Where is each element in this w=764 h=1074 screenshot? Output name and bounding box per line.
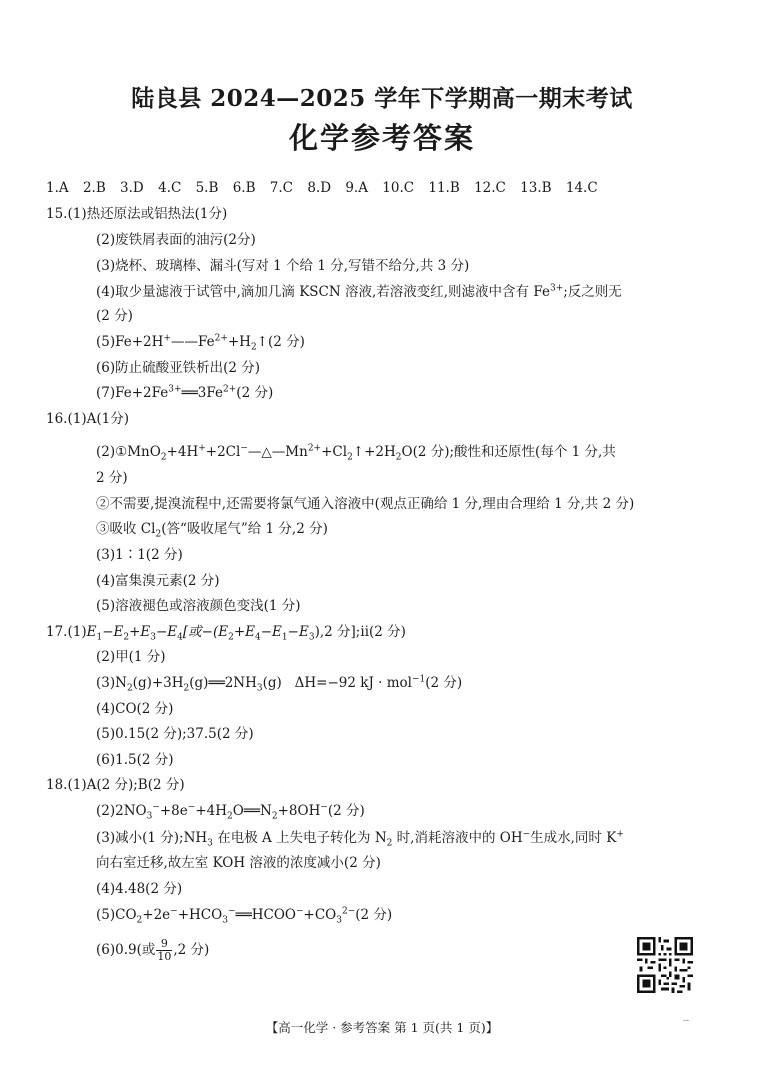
fraction: $\frac{9}{10}$ — [157, 937, 172, 963]
q15-part5-equation: $(5)Fe+2H^+——Fe^{2+}+H_2↑(2$ 分) — [96, 333, 305, 353]
q18-part2-equation: $(2)2NO_3^-+8e^-+4H_2O══N_2+8OH^-(2$ 分) — [96, 802, 365, 822]
mc-answer: 2.B — [82, 180, 106, 196]
q15-part2: (2)废铁屑表面的油污(2分) — [96, 232, 256, 248]
q18-part6: (6)0.9(或 $\frac{9}{10}$ ,2 分) — [96, 937, 210, 963]
q15-part6: (6)防止硫酸亚铁析出(2 分) — [96, 360, 261, 376]
q15-part1: 15.(1)热还原法或铝热法(1分) — [46, 206, 228, 222]
q15-part4-continued: (2 分) — [96, 308, 133, 324]
mc-answer: 3.D — [120, 180, 144, 196]
q17-part1: $17.(1)E_1-E_2+E_3-E_4$[或$-(E_2+E_4-E_1-E_3),2$ 分];ⅱ(2 分) — [46, 624, 406, 643]
q16-part2-continued: 2 分) — [96, 470, 128, 486]
exam-title: 陆良县 2024—2025 学年下学期高一期末考试 — [131, 85, 633, 112]
q15-part3: (3)烧杯、玻璃棒、漏斗(写对 1 个给 1 分,写错不给分,共 3 分) — [96, 258, 470, 274]
q18-part4: (4)4.48(2 分) — [96, 881, 183, 897]
q16-part4: (4)富集溴元素(2 分) — [96, 573, 220, 589]
answer-key-heading: 化学参考答案 — [288, 121, 475, 155]
mc-answer: 7.C — [269, 180, 294, 196]
q18-part3: (3)减小(1 分)$;NH_3$ 在电极 A 上失电子转化为 $N_2$ 时,消耗溶液中的 OH−生成水,同时 K+ — [96, 829, 624, 849]
multiple-choice-answers — [46, 179, 608, 197]
mc-answer: 13.B — [520, 180, 552, 196]
qr-code-icon — [637, 937, 693, 993]
mc-answer: 4.C — [158, 180, 182, 196]
q17-part3-equation: $(3)N_2(g)+3H_2(g)══2NH_3(g)$ ΔH=−92 kJ · mol$^{-1}$(2 分) — [96, 674, 463, 694]
q17-part6: (6)1.5(2 分) — [96, 752, 174, 768]
q17-part2: (2)甲(1 分) — [96, 649, 166, 665]
heating-arrow: —△— — [247, 444, 286, 460]
q17-part5: (5)0.15(2 分);37.5(2 分) — [96, 726, 254, 742]
page-footer: 【高一化学 · 参考答案 第 1 页(共 1 页)】 — [265, 1020, 499, 1035]
footer-mark: -- — [683, 1016, 690, 1026]
q16-part2-equation: $(2)①MnO_2+4H^++2Cl^-—\triangle—Mn^{2+}+Cl_2↑+2H_2O(2$ 分);酸性和还原性(每个 1 分,共 — [96, 443, 616, 463]
q18-part3-continued: 向右室迁移,故左室 KOH 溶液的浓度减小(2 分) — [96, 855, 381, 871]
mc-answer: 14.C — [565, 180, 598, 196]
mc-answer: 8.D — [307, 180, 332, 196]
q16-part5: (5)溶液褪色或溶液颜色变浅(1 分) — [96, 598, 301, 614]
q15-part7-equation: $(7)Fe+2Fe^{3+}══3Fe^{2+}(2$ 分) — [96, 384, 274, 401]
mc-answer: 6.B — [232, 180, 256, 196]
mc-answer: 11.B — [428, 180, 460, 196]
q18-part5-equation: $(5)CO_2+2e^-+HCO_3^-══HCOO^-+CO_3^{2-}(2$ 分) — [96, 906, 393, 926]
q16-part2-item3: ③吸收 $Cl_2$(答“吸收尾气”给 1 分,2 分) — [96, 521, 328, 540]
q17-part4: (4)CO(2 分) — [96, 701, 174, 717]
q18-part1: 18.(1)A(2 分);B(2 分) — [46, 777, 185, 793]
q16-part2-item2: ②不需要,提溴流程中,还需要将氯气通入溶液中(观点正确给 1 分,理由合理给 1 分,共 2 分) — [96, 496, 635, 512]
q15-part4: (4)取少量滤液于试管中,滴加几滴 KSCN 溶液,若溶液变红,则滤液中含有 $Fe^{3+}$;反之则无 — [96, 283, 622, 300]
q16-part3: (3)1∶1(2 分) — [96, 547, 183, 563]
q16-part1: 16.(1)A(1分) — [46, 411, 129, 427]
mc-answer: 1.A — [46, 180, 69, 196]
mc-answer: 5.B — [195, 180, 219, 196]
mc-answer: 10.C — [382, 180, 415, 196]
mc-answer: 9.A — [345, 180, 368, 196]
mc-answer: 12.C — [474, 180, 506, 196]
